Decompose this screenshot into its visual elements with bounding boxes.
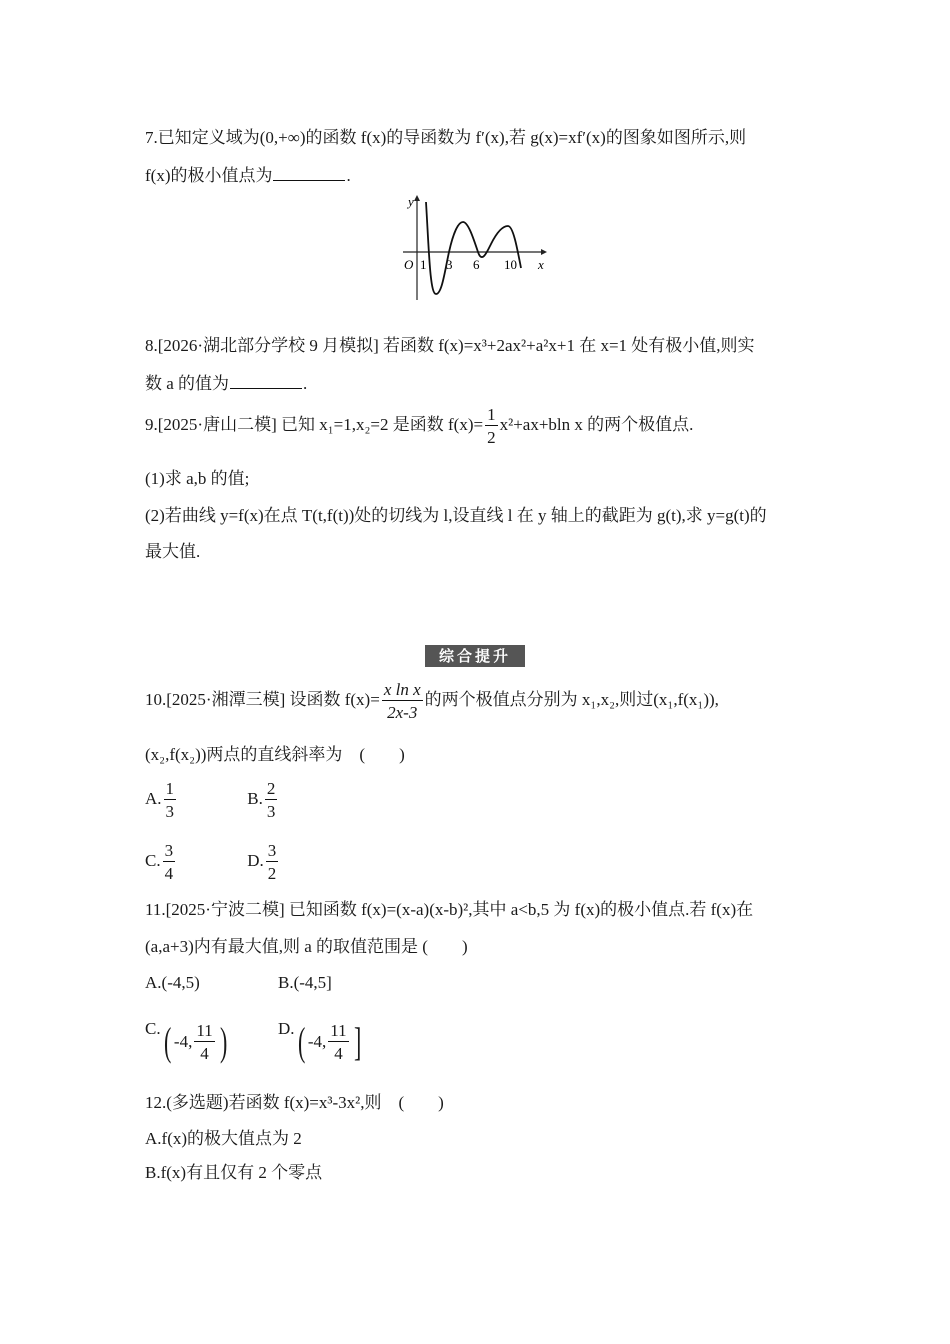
q9-frac-den: 2 bbox=[487, 428, 496, 447]
q9-part2: (2)若曲线 y=f(x)在点 T(t,f(t))处的切线为 l,设直线 l 在 y 轴上的截距为 g(t),求 y=g(t)的 bbox=[145, 506, 767, 525]
option-label: D. bbox=[247, 850, 264, 870]
q9-stem-before: 9.[2025·唐山二模] 已知 x₁=1,x₂=2 是函数 f(x)= bbox=[145, 414, 484, 434]
frac-num: 11 bbox=[330, 1021, 347, 1041]
option-label: C. bbox=[145, 1019, 161, 1038]
frac-den: 2 bbox=[267, 864, 277, 883]
option-fraction bbox=[163, 842, 176, 882]
option-label: A. bbox=[145, 788, 162, 808]
frac-den: 3 bbox=[266, 802, 276, 821]
origin-label: O bbox=[404, 257, 414, 272]
q11-options-row2 bbox=[145, 1018, 364, 1065]
section-badge: 综合提升 bbox=[425, 645, 525, 667]
q11-option-a[interactable]: A.(-4,5) bbox=[145, 973, 200, 992]
close-bracket: ] bbox=[353, 1019, 361, 1065]
q10-stem-after: 的两个极值点分别为 x₁,x₂,则过(x₁,f(x₁)), bbox=[424, 689, 719, 709]
tick-label-6: 6 bbox=[473, 257, 480, 272]
interval-left: -4, bbox=[173, 1032, 193, 1052]
q12-option-b[interactable]: B.f(x)有且仅有 2 个零点 bbox=[145, 1163, 323, 1182]
tick-label-10: 10 bbox=[504, 257, 517, 272]
q8-answer-blank bbox=[230, 372, 302, 389]
option-label: C. bbox=[145, 850, 161, 870]
q7-prompt: f(x)的极小值点为 bbox=[145, 166, 273, 185]
frac-den: 3 bbox=[165, 802, 175, 821]
q11-option-d[interactable] bbox=[278, 1018, 364, 1065]
x-axis-label: x bbox=[538, 257, 544, 272]
q10-stem bbox=[145, 681, 719, 721]
frac-den: 4 bbox=[200, 1044, 209, 1064]
q8-end: . bbox=[303, 374, 308, 393]
option-fraction bbox=[328, 1022, 348, 1062]
q10-fraction bbox=[382, 681, 423, 721]
q10-options-row2 bbox=[145, 842, 280, 882]
frac-num: 11 bbox=[196, 1021, 213, 1041]
q10-stem-before: 10.[2025·湘潭三模] 设函数 f(x)= bbox=[145, 689, 380, 709]
q9-part1: (1)求 a,b 的值; bbox=[145, 469, 250, 488]
q7-line2 bbox=[145, 164, 351, 187]
tick-label-3: 3 bbox=[446, 257, 453, 272]
tick-label-1: 1 bbox=[420, 257, 427, 272]
q7-end: . bbox=[346, 166, 351, 185]
q10-line2: (x₂,f(x₂))两点的直线斜率为 ( ) bbox=[145, 745, 405, 764]
q10-frac-den: 2x-3 bbox=[387, 703, 418, 722]
close-paren: ) bbox=[219, 1019, 228, 1065]
derivative-curve bbox=[426, 202, 521, 294]
q10-frac-num: x ln x bbox=[383, 680, 421, 699]
q9-fraction bbox=[485, 406, 498, 446]
q10-option-a[interactable] bbox=[145, 780, 243, 820]
interval-left: -4, bbox=[307, 1032, 327, 1052]
q7-function-graph bbox=[395, 192, 555, 304]
frac-den: 4 bbox=[164, 864, 174, 883]
q11-line1: 11.[2025·宁波二模] 已知函数 f(x)=(x-a)(x-b)²,其中 a<b,5 为 f(x)的极小值点.若 f(x)在 bbox=[145, 900, 754, 919]
q8-line1: 8.[2026·湖北部分学校 9 月模拟] 若函数 f(x)=x³+2ax²+a²x+1 在 x=1 处有极小值,则实 bbox=[145, 336, 755, 355]
option-fraction bbox=[194, 1022, 214, 1062]
q7-line1: 7.已知定义域为(0,+∞)的函数 f(x)的导函数为 f′(x),若 g(x)=xf′(x)的图象如图所示,则 bbox=[145, 128, 747, 147]
y-axis-arrow-icon bbox=[414, 195, 420, 201]
frac-num: 3 bbox=[164, 841, 174, 860]
q10-option-c[interactable] bbox=[145, 842, 243, 882]
q12-option-a[interactable]: A.f(x)的极大值点为 2 bbox=[145, 1129, 302, 1148]
q9-stem bbox=[145, 406, 693, 446]
q12-line1: 12.(多选题)若函数 f(x)=x³-3x²,则 ( ) bbox=[145, 1093, 444, 1112]
frac-num: 3 bbox=[267, 841, 277, 860]
q9-stem-after: x²+ax+bln x 的两个极值点. bbox=[499, 414, 694, 434]
q10-option-d[interactable] bbox=[247, 842, 280, 882]
open-paren: ( bbox=[297, 1019, 305, 1065]
q8-line2 bbox=[145, 372, 307, 395]
q9-frac-num: 1 bbox=[487, 405, 496, 424]
x-axis-arrow-icon bbox=[541, 249, 547, 255]
q8-prompt: 数 a 的值为 bbox=[145, 374, 230, 393]
q11-option-c[interactable] bbox=[145, 1018, 278, 1065]
q7-answer-blank bbox=[273, 164, 345, 181]
option-fraction bbox=[266, 842, 279, 882]
q10-options-row1 bbox=[145, 780, 279, 820]
q11-option-b[interactable]: B.(-4,5] bbox=[278, 973, 332, 992]
y-axis-label: y bbox=[408, 194, 414, 209]
option-fraction bbox=[265, 780, 278, 820]
option-label: D. bbox=[278, 1019, 295, 1038]
q11-options-row1 bbox=[145, 972, 332, 994]
option-label: B. bbox=[247, 788, 263, 808]
q9-part2-cont: 最大值. bbox=[145, 542, 201, 561]
option-fraction bbox=[164, 780, 177, 820]
q10-option-b[interactable] bbox=[247, 780, 279, 820]
frac-num: 2 bbox=[266, 779, 276, 798]
frac-num: 1 bbox=[165, 779, 175, 798]
frac-den: 4 bbox=[334, 1044, 343, 1064]
q11-line2: (a,a+3)内有最大值,则 a 的取值范围是 ( ) bbox=[145, 937, 468, 956]
open-paren: ( bbox=[163, 1019, 171, 1065]
